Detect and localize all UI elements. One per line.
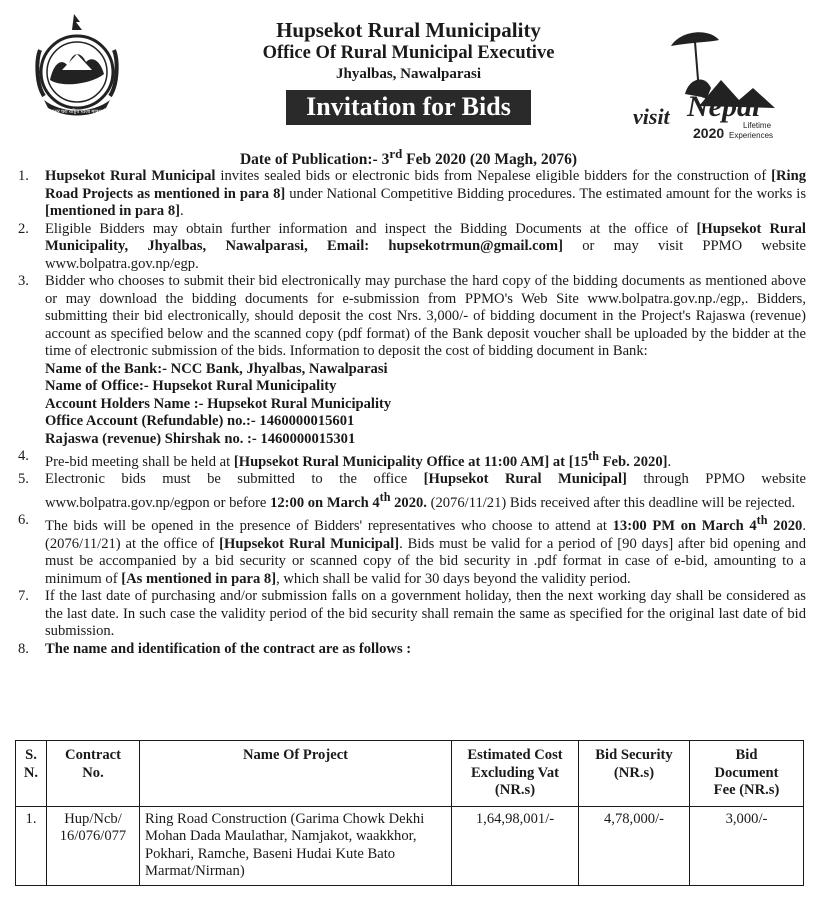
contract-table [15,740,804,886]
cell-project: Ring Road Construction (Garima Chowk Dekhi Mohan Dada Maulathar, Namjakot, waakkhor, Pokhari, Ramche, Baseni Hudai Kute Bato Marmat/Nirman) [140,806,452,885]
col-contract-no: Contract No. [47,741,140,807]
list-item: 5. Electronic bids must be submitted to the office [Hupsekot Rural Municipal] through PPMO website www.bolpatra.gov.np/egpon or before 12:00 on March 4th 2020. (2076/11/21) Bids received after this deadline will be rejected. [18,471,807,511]
list-item: 3. Bidder who chooses to submit their bid electronically may purchase the hard copy of the bidding documents as mentioned above or may download the bidding documents for e-submission from PPMO's Web Site www.bolpatra.gov.np./egp,. Bidders, submitting their bid electronically, should deposit the cost Nrs. 3,000/- of bidding document in the Project's Rajaswa (revenue) account as specified below and the scanned copy (pdf format) of the Bank deposit voucher shall be uploaded by the bidder at the time of electronic submission of the bids. Information to deposit the cost of bidding document in Bank: [18,273,806,359]
list-item: 4. Pre-bid meeting shall be held at [Hupsekot Rural Municipality Office at 11:00 AM] at [15th Feb. 2020]. [18,448,672,470]
cell-doc-fee: 3,000/- [690,806,804,885]
notice-body [14,168,806,658]
office-name: Office Of Rural Municipal Executive [262,43,555,63]
visit-word: visit [633,104,670,129]
municipality-name: Hupsekot Rural Municipality [276,18,541,42]
header [0,0,817,170]
logo-tagline-2: Experiences [729,131,774,140]
visit-nepal-logo-icon [625,22,795,150]
list-item: 8. The name and identification of the contract are as follows : [18,640,412,657]
col-estimated-cost: Estimated Cost Excluding Vat (NR.s) [452,741,579,807]
list-item: 6. The bids will be opened in the presence of Bidders' representatives who choose to attend at 13:00 PM on March 4th 2020. (2076/11/21) at the office of [Hupsekot Rural Municipal]. Bids must be valid for a period of [90 days] after bid opening and must be accompanied by a bid security or scanned copy of the bid security in .pdf format in case of e-bid, amounting to a minimum of [As mentioned in para 8], which shall be valid for 30 days beyond the validity period. [18,512,807,587]
office-location: Jhyalbas, Nawalparasi [335,66,482,82]
table-row [16,806,804,885]
list-item: 2. Eligible Bidders may obtain further information and inspect the Bidding Documents at the office of [Hupsekot Rural Municipality, Jhyalbas, Nawalparasi, Email: hupsekotrmun@gmail.com] or may visit PPMO website www.bolpatra.gov.np/egp. [18,220,806,272]
col-doc-fee: Bid Document Fee (NR.s) [690,741,804,807]
cell-estimated-cost: 1,64,98,001/- [452,806,579,885]
cell-contract-no: Hup/Ncb/ 16/076/077 [47,806,140,885]
notice-title: Invitation for Bids [286,90,531,125]
office-account: Office Account (Refundable) no.:- 1460000015601 [45,413,355,429]
cell-bid-security: 4,78,000/- [579,806,690,885]
bank-name: Name of the Bank:- NCC Bank, Jhyalbas, Nawalparasi [45,360,388,377]
account-holder: Account Holders Name :- Hupsekot Rural Municipality [45,395,392,412]
nepal-word: Nepal [687,90,761,123]
emblem-text: अवसर चरा राष्ट्रिय ध्वजा मात्रभूमी [47,110,107,115]
col-bid-security: Bid Security (NR.s) [579,741,690,807]
office-name-line: Name of Office:- Hupsekot Rural Municipality [45,378,337,394]
col-project: Name Of Project [140,741,452,807]
table-header-row [16,741,804,807]
logo-year: 2020 [693,125,725,141]
rajaswa-account: Rajaswa (revenue) Shirshak no. :- 1460000015301 [45,430,356,447]
publication-date: Date of Publication:- 3rd Feb 2020 (20 Magh, 2076) [239,146,578,169]
list-item: 7. If the last date of purchasing and/or submission falls on a government holiday, then the next working day shall be considered as the last date. In such case the validity period of the bid security shall remain the same as specified for the original last date of bid submission. [18,588,806,640]
cell-sn: 1. [16,806,47,885]
col-sn: S. N. [16,741,47,807]
logo-tagline-1: Lifetime [743,121,772,130]
bank-details [14,361,806,449]
list-item: 1. Hupsekot Rural Municipal invites sealed bids or electronic bids from Nepalese eligible bidders for the construction of [Ring Road Projects as mentioned in para 8] under National Competitive Bidding procedures. The estimated amount for the works is [mentioned in para 8]. [18,168,807,219]
